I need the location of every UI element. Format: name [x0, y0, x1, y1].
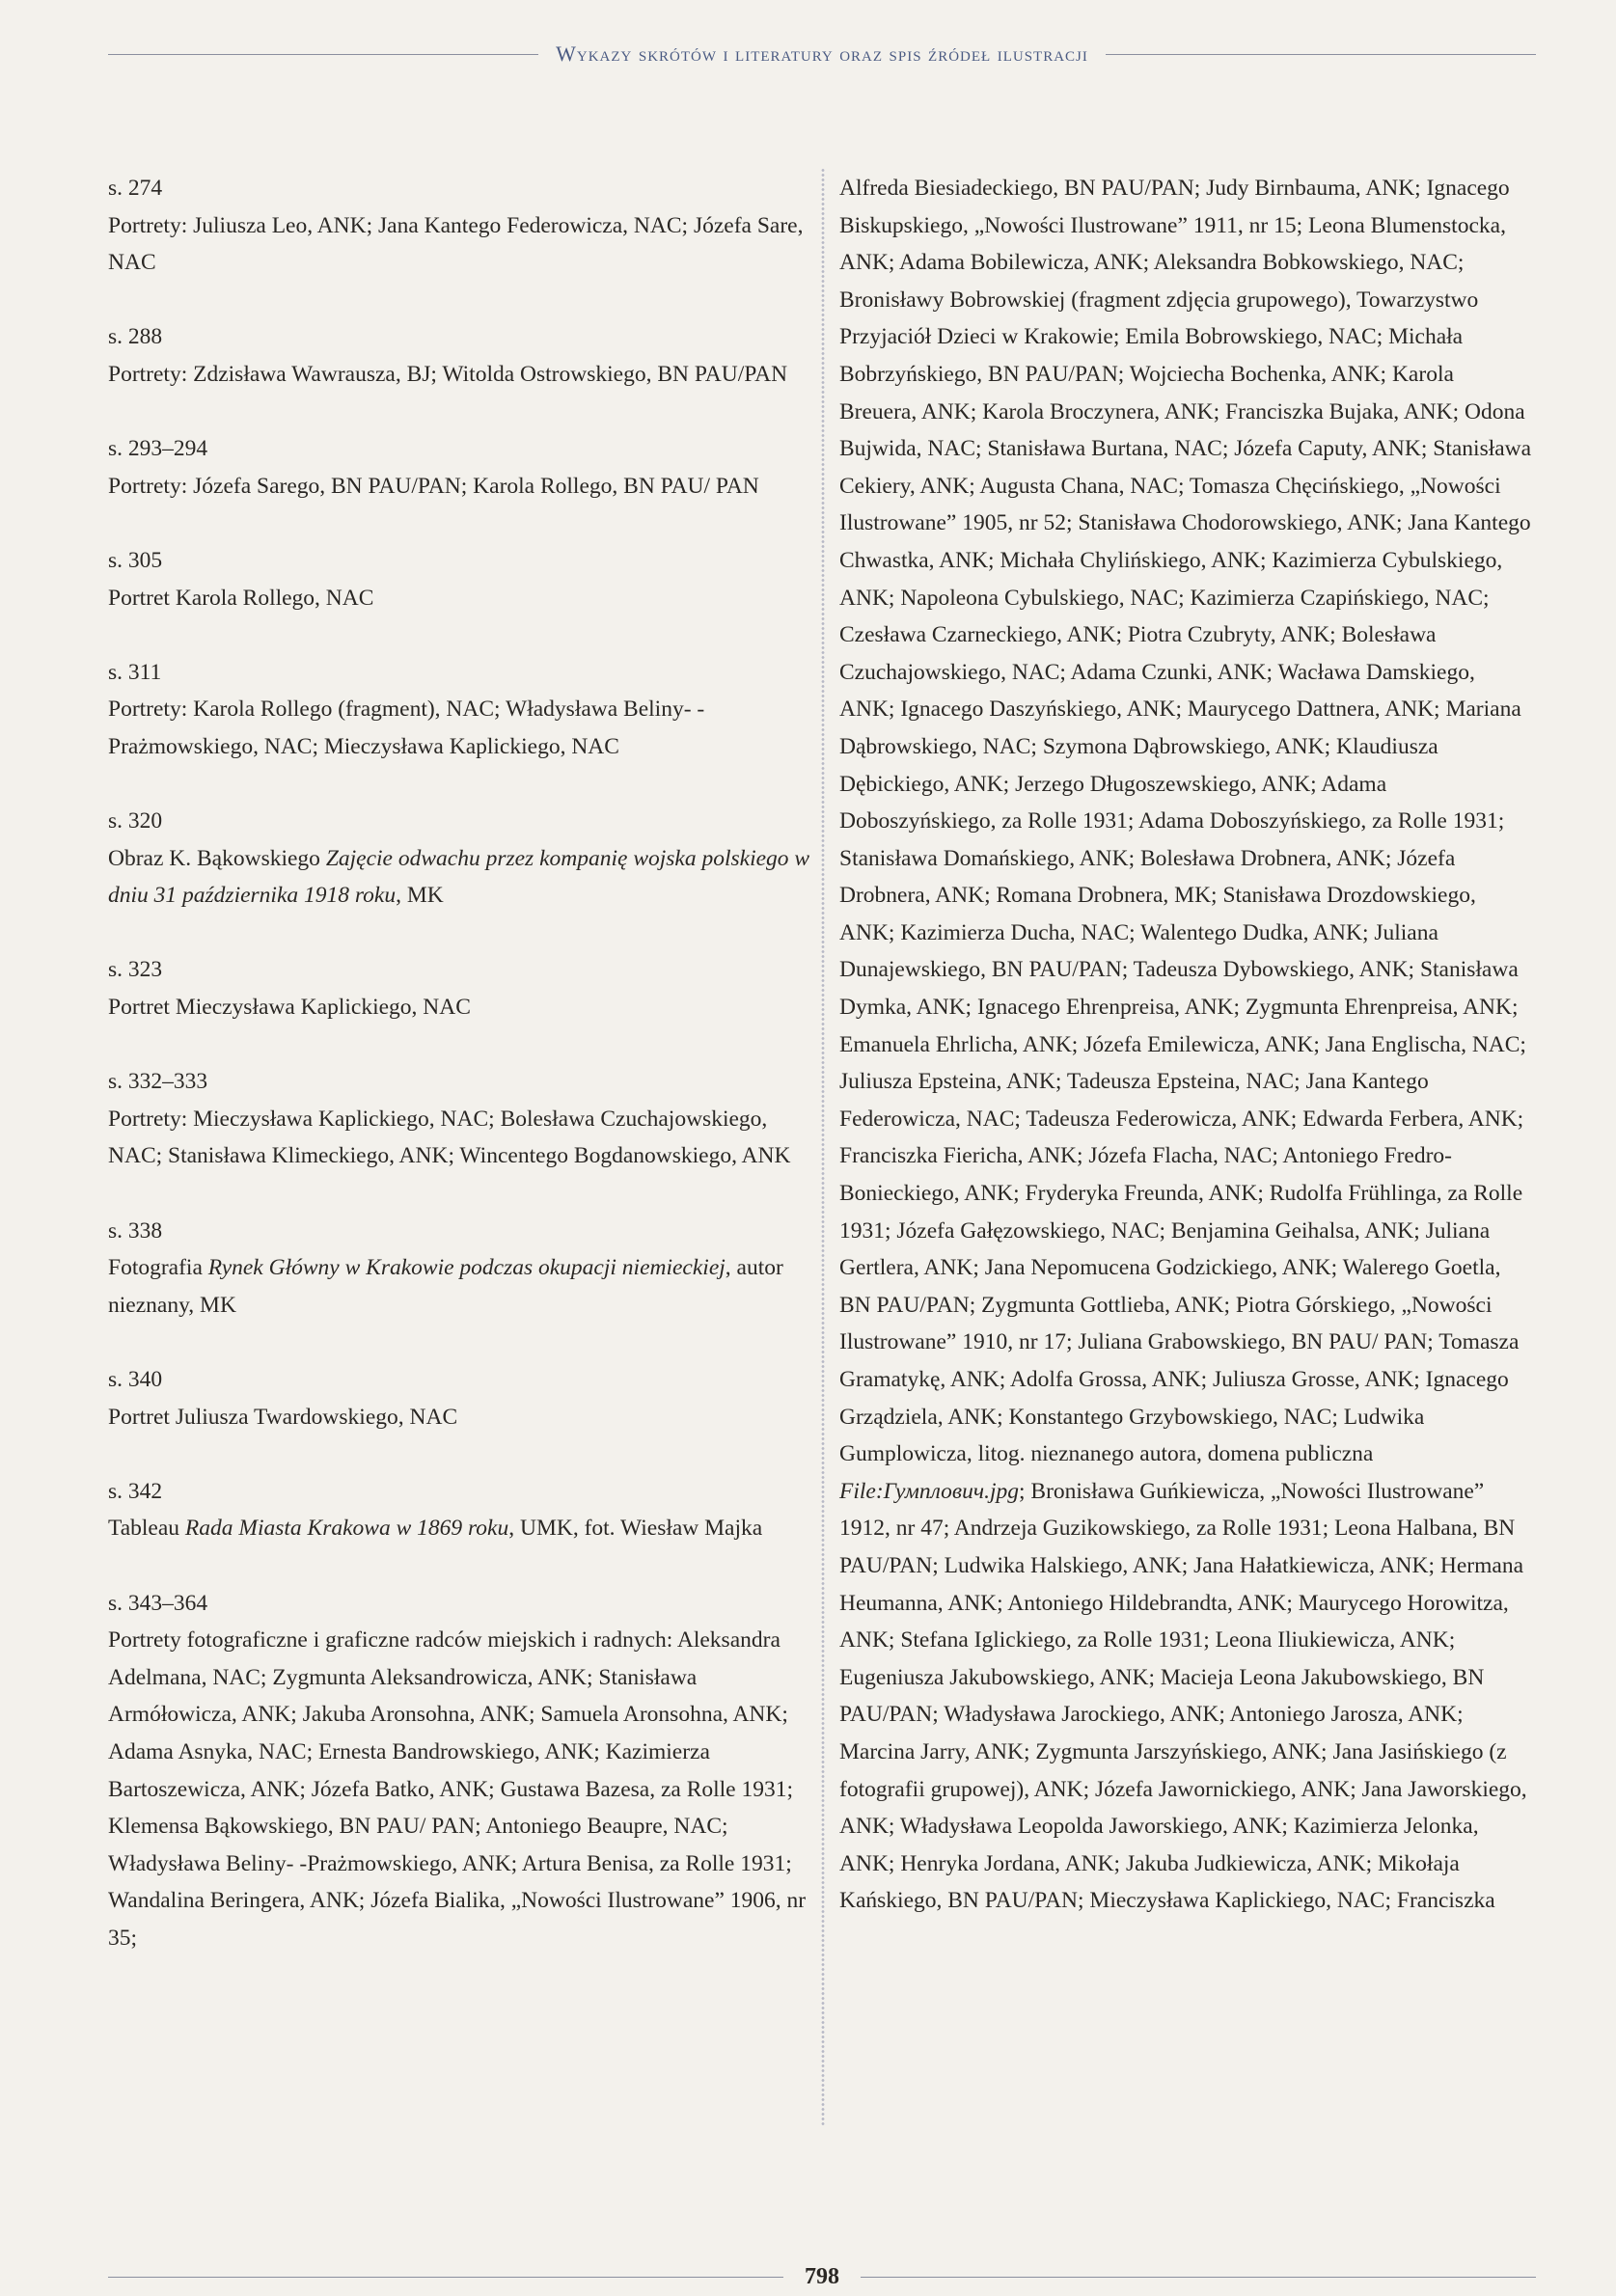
entry-text: Fotografia Rynek Główny w Krakowie podczas okupacji niemieckiej, autor nieznany, MK: [108, 1255, 783, 1318]
entry-text: Portrety fotograficzne i graficzne radców miejskich i radnych: Aleksandra Adelmana, NAC; Zygmunta Aleksandrowicza, ANK; Stanisława Armółowicza, ANK; Jakuba Aronsohna, ANK; Samuela Aronsohna, ANK; Adama Asnyka, NAC; Ernesta Bandrowskiego, ANK; Kazimierza Bartoszewicza, ANK; Józefa Batko, ANK; Gustawa Bazesa, za Rolle 1931; Klemensa Bąkowskiego, BN PAU/ PAN; Antoniego Beaupre, NAC; Władysława Beliny- -Prażmowskiego, ANK; Artura Benisa, za Rolle 1931; Wandalina Beringera, ANK; Józefa Bialika, „Nowości Ilustrowane” 1906, nr 35;: [108, 1627, 807, 1951]
entry-page: s. 293–294: [108, 436, 208, 462]
header-rule-left: [108, 54, 538, 55]
file-name: File:Гумплович.jpg: [839, 1478, 1019, 1504]
right-column-text: Alfreda Biesiadeckiego, BN PAU/PAN; Judy Birnbauma, ANK; Ignacego Biskupskiego, „Nowości Ilustrowane” 1911, nr 15; Leona Blumenstocka, ANK; Adama Bobilewicza, ANK; Aleksandra Bobkowskiego, NAC; Bronisławy Bobrowskiej (fragment zdjęcia grupowego), Towarzystwo Przyjaciół Dzieci w Krakowie; Emila Bobrowskiego, NAC; Michała Bobrzyńskiego, BN PAU/PAN; Wojciecha Bochenka, ANK; Karola Breuera, ANK; Karola Broczynera, ANK; Franciszka Bujaka, ANK; Odona Bujwida, NAC; Stanisława Burtana, NAC; Józefa Caputy, ANK; Stanisława Cekiery, ANK; Augusta Chana, NAC; Tomasza Chęcińskiego, „Nowości Ilustrowane” 1905, nr 52; Stanisława Chodorowskiego, ANK; Jana Kantego Chwastka, ANK; Michała Chylińskiego, ANK; Kazimierza Cybulskiego, ANK; Napoleona Cybulskiego, NAC; Kazimierza Czapińskiego, NAC; Czesława Czarneckiego, ANK; Piotra Czubryty, ANK; Bolesława Czuchajowskiego, NAC; Adama Czunki, ANK; Wacława Damskiego, ANK; Ignacego Daszyńskiego, ANK; Maurycego Dattnera, ANK; Mariana Dąbrowskiego, NAC; Szymona Dąbrowskiego, ANK; Klaudiusza Dębickiego, ANK; Jerzego Długoszewskiego, ANK; Adama Doboszyńskiego, za Rolle 1931; Adama Doboszyńskiego, za Rolle 1931; Stanisława Domańskiego, ANK; Bolesława Drobnera, ANK; Józefa Drobnera, ANK; Romana Drobnera, MK; Stanisława Drozdowskiego, ANK; Kazimierza Ducha, NAC; Walentego Dudka, ANK; Juliana Dunajewskiego, BN PAU/PAN; Tadeusza Dybowskiego, ANK; Stanisława Dymka, ANK; Ignacego Ehrenpreisa, ANK; Zygmunta Ehrenpreisa, ANK; Emanuela Ehrlicha, ANK; Józefa Emilewicza, ANK; Jana Englischa, NAC; Juliusza Epsteina, ANK; Tadeusza Epsteina, NAC; Jana Kantego Federowicza, NAC; Tadeusza Federowicza, ANK; Edwarda Ferbera, ANK; Franciszka Fiericha, ANK; Józefa Flacha, NAC; Antoniego Fredro-Bonieckiego, ANK; Fryderyka Freunda, ANK; Rudolfa Frühlinga, za Rolle 1931; Józefa Gałęzowskiego, NAC; Benjamina Geihalsa, ANK; Juliana Gertlera, ANK; Jana Nepomucena Godzickiego, ANK; Walerego Goetla, BN PAU/PAN; Zygmunta Gottlieba, ANK; Piotra Górskiego, „Nowości Ilustrowane” 1910, nr 17; Juliana Grabowskiego, BN PAU/ PAN; Tomasza Gramatykę, ANK; Adolfa Grossa, ANK; Juliusza Grosse, ANK; Ignacego Grządziela, ANK; Konstantego Grzybowskiego, NAC; Ludwika Gumplowicza, litog. nieznanego autora, domena publiczna File:Гумплович.jpg; Bronisława Guńkiewicza, „Nowości Ilustrowane” 1912, nr 47; Andrzeja Guzikowskiego, za Rolle 1931; Leona Halbana, BN PAU/PAN; Ludwika Halskiego, ANK; Jana Hałatkiewicza, ANK; Hermana Heumanna, ANK; Antoniego Hildebrandta, ANK; Maurycego Horowitza, ANK; Stefana Iglickiego, za Rolle 1931; Leona Iliukiewicza, ANK; Eugeniusza Jakubowskiego, ANK; Macieja Leona Jakubowskiego, BN PAU/PAN; Władysława Jarockiego, ANK; Antoniego Jarosza, ANK; Marcina Jarry, ANK; Zygmunta Jarszyńskiego, ANK; Jana Jasińskiego (z fotografii grupowej), ANK; Józefa Jawornickiego, ANK; Jana Jaworskiego, ANK; Władysława Leopolda Jaworskiego, ANK; Kazimierza Jelonka, ANK; Henryka Jordana, ANK; Jakuba Judkiewicza, ANK; Mikołaja Kańskiego, BN PAU/PAN; Mieczysława Kaplickiego, NAC; Franciszka: [839, 176, 1532, 1914]
entry-305: [108, 542, 812, 616]
entry-323: [108, 951, 812, 1025]
entry-320: [108, 803, 812, 915]
entry-text: Tableau Rada Miasta Krakowa w 1869 roku, UMK, fot. Wiesław Majka: [108, 1516, 763, 1542]
entry-page: s. 340: [108, 1367, 163, 1392]
entry-text: Obraz K. Bąkowskiego Zajęcie odwachu przez kompanię wojska polskiego w dniu 31 października 1918 roku, MK: [108, 845, 810, 909]
entry-text: Portrety: Józefa Sarego, BN PAU/PAN; Karola Rollego, BN PAU/ PAN: [108, 473, 759, 499]
entry-332-333: [108, 1063, 812, 1175]
entry-text: Portrety: Juliusza Leo, ANK; Jana Kantego Federowicza, NAC; Józefa Sare, NAC: [108, 212, 804, 276]
entry-page: s. 323: [108, 957, 163, 983]
entry-text: Portret Mieczysława Kaplickiego, NAC: [108, 995, 471, 1021]
entry-page: s. 305: [108, 547, 163, 573]
running-header-title: Wykazy skrótów i literatury oraz spis źródeł ilustracji: [556, 41, 1088, 66]
entry-288: [108, 318, 812, 393]
tableau-title: Rada Miasta Krakowa w 1869 roku: [184, 1516, 509, 1542]
page-number: 798: [805, 2263, 839, 2289]
entry-text: Portrety: Mieczysława Kaplickiego, NAC; Bolesława Czuchajowskiego, NAC; Stanisława Klimeckiego, ANK; Wincentego Bogdanowskiego, ANK: [108, 1106, 791, 1169]
entry-342: [108, 1473, 812, 1547]
entry-text: Portrety: Karola Rollego (fragment), NAC; Władysława Beliny- -Prażmowskiego, NAC; Mieczysława Kaplickiego, NAC: [108, 697, 705, 759]
running-header: [108, 35, 1536, 73]
footer-rule-left: [108, 2277, 783, 2278]
entry-340: [108, 1361, 812, 1435]
entry-page: s. 311: [108, 659, 162, 685]
entry-text: Portrety: Zdzisława Wawrausza, BJ; Witolda Ostrowskiego, BN PAU/PAN: [108, 361, 788, 387]
entry-page: s. 288: [108, 324, 163, 350]
entry-343-364: [108, 1585, 812, 1957]
footer-rule-right: [861, 2277, 1536, 2278]
entry-text: Portret Karola Rollego, NAC: [108, 585, 374, 611]
entry-274: [108, 170, 812, 282]
right-column: [839, 170, 1534, 1920]
artwork-title: Zajęcie odwachu przez kompanię wojska polskiego w dniu 31 października 1918 roku: [108, 845, 810, 909]
photo-title: Rynek Główny w Krakowie podczas okupacji niemieckiej: [207, 1255, 726, 1281]
column-divider: [820, 168, 826, 2126]
entry-page: s. 320: [108, 808, 163, 834]
entry-page: s. 274: [108, 176, 163, 201]
entry-page: s. 332–333: [108, 1069, 208, 1095]
entry-page: s. 343–364: [108, 1590, 208, 1616]
entry-293-294: [108, 430, 812, 505]
entry-text: Portret Juliusza Twardowskiego, NAC: [108, 1404, 458, 1430]
entry-page: s. 338: [108, 1217, 163, 1244]
left-column: [108, 170, 812, 1994]
header-rule-right: [1106, 54, 1536, 55]
entry-page: s. 342: [108, 1478, 163, 1504]
entry-338: [108, 1213, 812, 1325]
entry-311: [108, 654, 812, 766]
page-footer: [108, 2257, 1536, 2296]
